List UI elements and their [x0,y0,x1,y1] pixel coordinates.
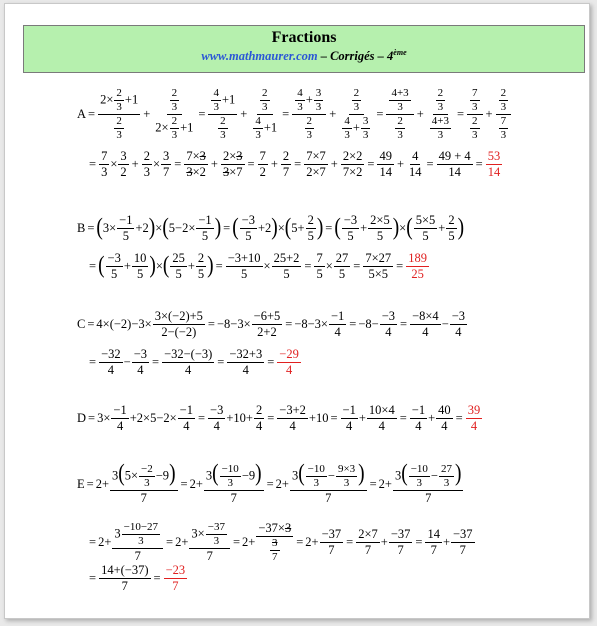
exercise-a-line-2: = $\frac{7}{3}$ × 3 2 + $\frac{2}{3}$ × $\frac{3}{7}$ = $\frac{7\times 3}{3\times 2}$ + $\frac{2\times 3}{3\times 7}$ = $\frac{7}{2}$ + $\frac{2}{7}$ = $\frac{7\times 7}{2\times 7}$ + $\frac{2\times 2}{7\times 2}$ = $\frac{49}{14}$ + $\frac{4}{14}$ = $\frac{49 + 4}{14}$ = $\frac{53}{14}$ [89,149,501,179]
result-d: $\frac{39}{4}$ [467,403,481,433]
site-link[interactable]: www.mathmaurer.com [201,49,318,64]
result-c: $\frac{-29}{4}$ [279,347,299,377]
result-e: $\frac{-23}{7}$ [165,563,186,593]
exercise-c-line-1: C = 4×(−2)−3× $\frac{3\times(-2)+5}{2-(-2)}$ = −8−3× $\frac{-6+5}{2+2}$ = −8−3× $\frac{-1}{4}$ = −8− $\frac{-3}{4}$ = $\frac{-8\times 4}{4}$ − −3 4 [77,309,466,339]
exercise-c-line-2: = $\frac{-32}{4}$ − $\frac{-3}{4}$ = $\frac{-32-(-3)}{4}$ = $\frac{-32+3}{4}$ = $\frac{-29}{4}$ [89,347,299,377]
page-title: Fractions [271,29,337,46]
document-page [4,3,590,619]
exercise-d-line-1: D = 3× $\frac{-1}{4}$ +2×5−2× $\frac{-1}{4}$ = $\frac{-3}{4}$ +10+ $\frac{2}{4}$ = $\frac{-3+2}{4}$ +10 = $\frac{-1}{4}$ + $\frac{10\times 4}{4}$ = $\frac{-1}{4}$ + $\frac{40}{4}$ = $\frac{39}{4}$ [77,403,481,433]
exercise-e-line-1: E = 2+ 3(5× $\frac{-2}{3}$ −9) 7 = 2+ 3( $\frac{-10}{3}$ −9) 7 = 2+ 3( $\frac{-10}{3}$ − $\frac{9\times 3}{3}$ ) 7 = 2+ 3( $\frac{-10}{3}$ − $\frac{27}{3}$ ) 7 [77,460,462,505]
exercise-b-line-1: B = ( 3× −1 5 +2 ) × ( 5−2× −1 5 ) = ( −3 5 +2 ) × ( 5+ 2 5 ) = ( −3 5 + 2×5 5 ) × ( 5×5 5 + 2 5 ) [77,213,465,243]
exercise-e-line-3: = $\frac{14+(-37)}{7}$ = $\frac{-23}{7}$ [89,563,186,593]
exercise-b-line-2: = ( −3 5 + 10 5 ) × ( 25 5 + 2 5 ) = $\frac{-3+10}{5}$ × $\frac{25+2}{5}$ = $\frac{7}{5}$ × $\frac{27}{5}$ = $\frac{7\times 27}{5\times 5}$ = $\frac{189}{25}$ [89,251,427,281]
page-subtitle: www.mathmaurer.com – Corrigés – 4ème [201,48,407,64]
exercise-a-line-1: A = 2× $\frac{2}{3}$ +1 $\frac{2}{3}$ + $\frac{2}{3}$ 2× $\frac{2}{3}$ +1 = $\frac{4}{3}$ +1 $\frac{2}{3}$ + $\frac{2}{3}$ $\frac{4}{3}$ +1 = $\frac{4}{3}$ + $\frac{3}{3}$ $\frac{2}{3}$ + $\frac{2}{3}$ $\frac{4}{3}$ + $\frac{3}{3}$ = $\frac{\frac{4+3}{3}}{\frac{2}{3}}$ + $\frac{\frac{2}{3}}{\frac{4+3}{3}}$ = $\frac{\frac{7}{3}}{\frac{2}{3}}$ + $\frac{\frac{2}{3}}{\frac{7}{3}}$ [77,88,512,141]
exercise-e-line-2: = 2+ 3 $\frac{-10-27}{3}$ 7 = 2+ 3× $\frac{-37}{3}$ 7 = 2+ $\frac{-37\times 3}{\frac{3}{7}}$ = 2+ $\frac{-37}{7}$ = $\frac{2\times 7}{7}$ + $\frac{-37}{7}$ = $\frac{14}{7}$ + −37 7 [89,521,473,563]
header-banner [23,25,585,73]
result-b: $\frac{189}{25}$ [408,251,427,281]
result-a: $\frac{53}{14}$ [487,149,501,179]
